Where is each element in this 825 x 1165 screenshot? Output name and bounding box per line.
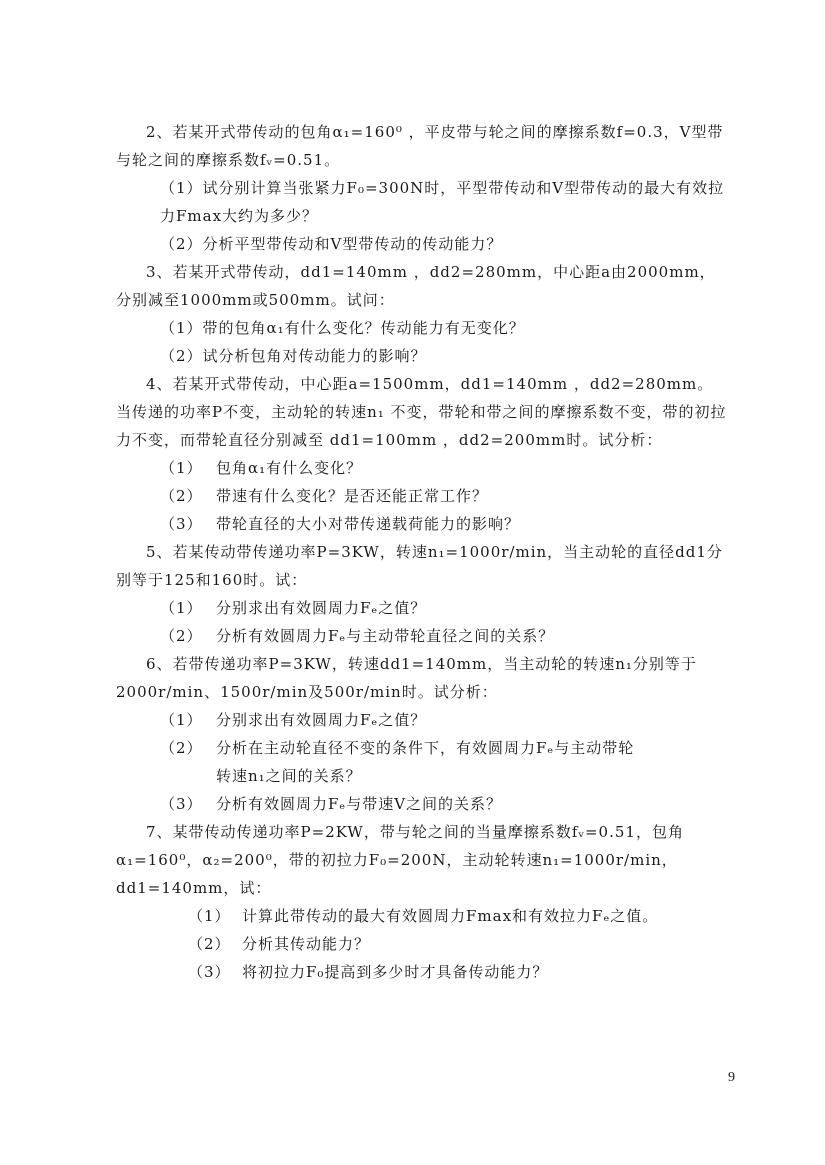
item-number: （2） — [188, 935, 231, 953]
q6-item-3 — [116, 790, 728, 818]
q2-part1: （1）试分别计算当张紧力F₀=300N时，平型带传动和V型带传动的最大有效拉力Fmax大约为多少？ — [160, 179, 725, 225]
item-text: 分别求出有效圆周力Fₑ之值？ — [216, 599, 427, 617]
q7-item-3 — [116, 958, 728, 986]
q3-part1: （1）带的包角α₁有什么变化？传动能力有无变化？ — [160, 319, 525, 337]
q6-item-2-continuation: 转速n₁之间的关系？ — [216, 767, 362, 785]
item-number: （3） — [160, 515, 203, 533]
item-text: 包角α₁有什么变化？ — [216, 459, 363, 477]
item-number: （1） — [160, 711, 203, 729]
q3-intro: 3、若某开式带传动，dd1=140mm ，dd2=280mm，中心距a由2000mm，分别减至1000mm或500mm。试问： — [116, 263, 716, 309]
problem-list — [116, 118, 728, 986]
item-text: 分析在主动轮直径不变的条件下，有效圆周力Fₑ与主动带轮 — [216, 739, 635, 757]
item-number: （2） — [160, 487, 203, 505]
q5-intro: 5、若某传动带传递功率P=3KW，转速n₁=1000r/min，当主动轮的直径dd1分别等于125和160时。试： — [116, 543, 723, 589]
item-text: 分析有效圆周力Fₑ与带速V之间的关系？ — [216, 795, 503, 813]
q6-intro: 6、若带传递功率P=3KW，转速dd1=140mm，当主动轮的转速n₁分别等于2000r/min、1500r/min及500r/min时。试分析： — [116, 655, 697, 701]
q7-item-2 — [116, 930, 728, 958]
item-text: 计算此带传动的最大有效圆周力Fmax和有效拉力Fₑ之值。 — [242, 907, 659, 925]
q7-item-1 — [116, 902, 728, 930]
q4-item-2 — [116, 482, 728, 510]
item-text: 带速有什么变化？是否还能正常工作？ — [216, 487, 489, 505]
item-text: 分析有效圆周力Fₑ与主动带轮直径之间的关系？ — [216, 627, 555, 645]
q2-intro: 2、若某开式带传动的包角α₁=160⁰ ，平皮带与轮之间的摩擦系数f=0.3，V型带与轮之间的摩擦系数fᵥ=0.51。 — [116, 123, 724, 169]
item-text: 分析其传动能力？ — [242, 935, 371, 953]
item-number: （1） — [160, 459, 203, 477]
item-number: （3） — [188, 963, 231, 981]
page-number: 9 — [728, 1070, 735, 1085]
item-number: （2） — [160, 627, 203, 645]
q3-part2: （2）试分析包角对传动能力的影响？ — [160, 347, 427, 365]
q5-item-2 — [116, 622, 728, 650]
q6-item-1 — [116, 706, 728, 734]
item-text: 分别求出有效圆周力Fₑ之值？ — [216, 711, 427, 729]
item-number: （1） — [188, 907, 231, 925]
item-number: （3） — [160, 795, 203, 813]
item-number: （2） — [160, 739, 203, 757]
q5-item-1 — [116, 594, 728, 622]
q6-item-2 — [116, 734, 728, 762]
q4-item-1 — [116, 454, 728, 482]
item-text: 带轮直径的大小对带传递载荷能力的影响？ — [216, 515, 521, 533]
q4-intro: 4、若某开式带传动，中心距a=1500mm，dd1=140mm ，dd2=280mm。当传递的功率P不变，主动轮的转速n₁ 不变，带轮和带之间的摩擦系数不变，带的初拉力不变，而带轮直径分别减至 dd1=100mm ，dd2=200mm时。试分析： — [116, 375, 727, 449]
q4-item-3 — [116, 510, 728, 538]
item-text: 将初拉力F₀提高到多少时才具备传动能力？ — [242, 963, 549, 981]
q7-intro: 7、某带传动传递功率P=2KW，带与轮之间的当量摩擦系数fᵥ=0.51，包角α₁=160⁰，α₂=200⁰，带的初拉力F₀=200N，主动轮转速n₁=1000r/min，dd1=140mm，试： — [116, 823, 684, 897]
q2-part2: （2）分析平型带传动和V型带传动的传动能力？ — [160, 235, 503, 253]
item-number: （1） — [160, 599, 203, 617]
